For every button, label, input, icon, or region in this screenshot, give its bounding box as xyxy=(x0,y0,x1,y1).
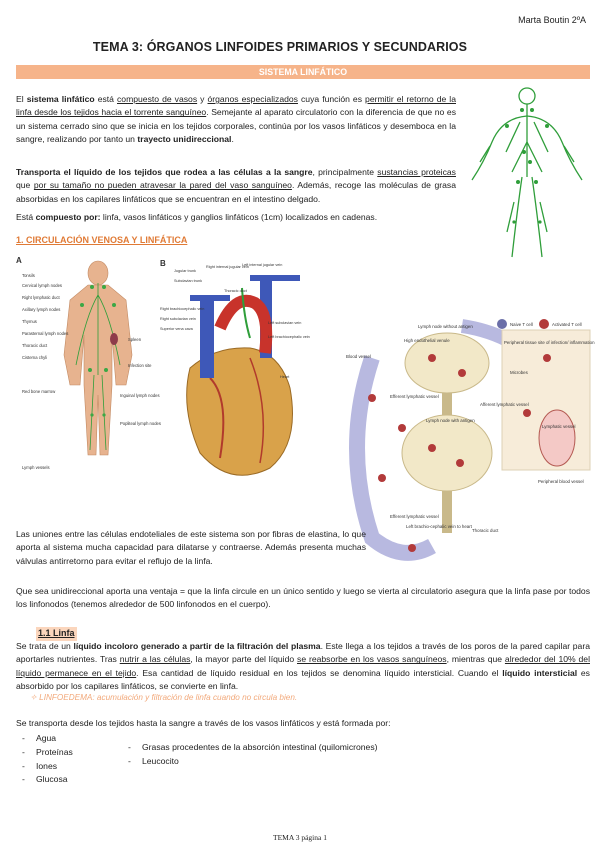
linfa-run: líquido incoloro generado a partir de la filtración del plasma xyxy=(73,641,321,651)
label-infection-site: Infection site xyxy=(128,363,152,368)
label-thoracic-duct-b: Thoracic duct xyxy=(224,289,247,293)
page-title: TEMA 3: ÓRGANOS LINFOIDES PRIMARIOS Y SECUNDARIOS xyxy=(92,40,468,54)
list-item: - Glucosa xyxy=(22,773,73,787)
intro-p2-run: Transporta el líquido de los tejidos que rodea a las células a la sangre xyxy=(16,167,313,177)
section-heading-1-1: 1.1 Linfa xyxy=(36,627,77,641)
intro-p1-run: órganos especializados xyxy=(207,94,298,104)
intro-p1-run: y xyxy=(197,94,208,104)
linfa-run: Se trata de un xyxy=(16,641,74,651)
fig-letter-b: B xyxy=(160,259,166,268)
label-efferent-1: Efferent lymphatic vessel xyxy=(390,394,439,399)
label-spleen: Spleen xyxy=(128,337,142,342)
intro-p1-run: permitir el retorno de la linfa desde los tejidos hacia el torrente sanguíneo xyxy=(16,94,456,118)
intro-p3-run: compuesto por: xyxy=(35,212,101,222)
composition-list-1 xyxy=(22,732,73,787)
label-inguinal: Inguinal lymph nodes xyxy=(120,393,160,398)
author-name: Marta Boutin 2ºA xyxy=(518,15,586,25)
note-text: LINFOEDEMA: acumulación y filtración de linfa cuando no circula bien. xyxy=(39,693,298,702)
page-footer: TEMA 3 página 1 xyxy=(273,833,327,842)
linfa-run: se reabsorbe en los vasos sanguíneos xyxy=(297,654,447,665)
intro-paragraph-1 xyxy=(16,93,456,146)
intro-paragraph-3 xyxy=(16,211,456,224)
label-left-jugular: Left internal jugular vein xyxy=(242,263,283,267)
label-node-with-antigen: Lymph node with antigen xyxy=(426,418,475,423)
list-item: - Leucocito xyxy=(128,755,378,769)
label-thoracic-duct: Thoracic duct xyxy=(22,343,48,348)
intro-p1-run: compuesto de vasos xyxy=(117,94,198,104)
intro-p2-run: sustancias proteicas xyxy=(377,167,456,177)
linfa-run: , mientras que xyxy=(446,654,505,665)
label-parasternal: Parasternal lymph nodes xyxy=(22,331,69,336)
intro-p2-run: , principalmente xyxy=(312,167,378,177)
label-jugular-trunk: Jugular trunk xyxy=(174,269,196,273)
lymphatic-body-figure xyxy=(462,82,592,262)
label-thoracic-duct-c: Thoracic duct xyxy=(472,528,499,533)
fig-letter-a: A xyxy=(16,256,22,265)
linfa-run: alrededor del 10% del líquido permanece en el tejido xyxy=(16,654,590,678)
label-blood-vessel: Blood vessel xyxy=(346,354,371,359)
intro-p2-run: por su tamaño no pueden atravesar la pared del vaso sanguíneo xyxy=(33,180,292,191)
label-lymph-vessels: Lymph vessels xyxy=(22,465,50,470)
label-subclavian-trunk: Subclavian trunk xyxy=(174,279,203,283)
linfa-run: . Este llega a los tejidos a través de los poros de la pared capilar para aportarles nutrientes. Tras xyxy=(16,641,590,665)
label-left-brachio: Left brachiocephalic vein xyxy=(268,335,310,339)
label-lymphatic-vessel: Lymphatic vessel xyxy=(542,424,576,429)
intro-p1-run: trayecto unidireccional xyxy=(137,133,232,144)
label-axillary: Axillary lymph nodes xyxy=(22,307,61,312)
linfoedema-note xyxy=(30,692,297,705)
label-right-jugular: Right internal jugular vein xyxy=(206,265,249,269)
label-microbes: Microbes xyxy=(510,370,528,375)
paragraph-transporte: Se transporta desde los tejidos hasta la sangre a través de los vasos linfáticos y está formada por: xyxy=(16,718,391,728)
list-item: - Proteínas xyxy=(22,746,73,760)
label-hev: High endothelial venule xyxy=(404,338,450,343)
body-lymph-nodes-figure xyxy=(16,255,161,485)
composition-list-2 xyxy=(128,741,378,769)
paragraph-uniones: Las uniones entre las células endoteliales de este sistema son por fibras de elastina, lo que aporta al sistema mucha capacidad para dilatarse y contraerse. Además presenta muchas válvulas antirretorno para evitar el reflujo de la linfa. xyxy=(16,529,366,566)
label-left-subclavian: Left subclavian vein xyxy=(268,321,302,325)
intro-p1-run: . xyxy=(231,133,234,144)
label-peripheral-blood: Peripheral blood vessel xyxy=(538,479,584,484)
intro-p1-run: está xyxy=(94,94,117,104)
label-efferent-2: Efferent lymphatic vessel xyxy=(390,514,439,519)
label-cisterna: Cisterna chyli xyxy=(22,355,48,360)
paragraph-linfa xyxy=(16,640,590,693)
label-right-duct: Right lymphatic duct xyxy=(22,295,60,300)
section-bar: SISTEMA LINFÁTICO xyxy=(16,65,590,79)
label-right-brachio: Right brachiocephalic vein xyxy=(160,307,205,311)
intro-p3-run: Está xyxy=(16,212,36,222)
intro-p2-run: . Además, recoge las moléculas de grasa absorbidas en los capilares linfáticos que se encuentran en el intestino delgado. xyxy=(16,180,457,204)
paragraph-unidireccional: Que sea unidireccional aporta una ventaja = que la linfa circule en un único sentido y luego se vierta al circulatorio asegura que la linfa pase por todos los linfonodos (tenemos alrededor de 500 linfonodos en el cuerpo). xyxy=(16,586,590,610)
linfa-run: . Esa cantidad de líquido residual en los tejidos se denomina líquido intersticial. Cuando el xyxy=(136,667,503,678)
label-tonsils: Tonsils xyxy=(22,273,35,278)
linfa-run: , la mayor parte del líquido xyxy=(190,654,298,665)
intro-p2-run: que xyxy=(16,180,34,191)
intro-paragraph-2 xyxy=(16,166,456,206)
label-right-subclavian: Right subclavian vein xyxy=(160,317,196,321)
heart-ducts-figure xyxy=(160,258,320,493)
intro-p1-run: sistema linfático xyxy=(26,94,95,104)
linfa-run: líquido intersticial xyxy=(502,667,578,678)
label-thymus: Thymus xyxy=(22,319,37,324)
label-afferent: Afferent lymphatic vessel xyxy=(480,402,529,407)
label-cervical: Cervical lymph nodes xyxy=(22,283,63,288)
section-heading-1: 1. CIRCULACIÓN VENOSA Y LINFÁTICA xyxy=(16,235,188,245)
linfa-run: es absorbido por los capilares linfáticos, se convierte en linfa. xyxy=(16,667,590,691)
label-heart: Heart xyxy=(280,375,290,379)
lymph-node-circulation-figure xyxy=(342,318,595,568)
linfa-run: nutrir a las células xyxy=(119,654,191,665)
label-naive-t: Naive T cell xyxy=(510,322,533,327)
label-activated-t: Activated T cell xyxy=(552,322,582,327)
list-item: - Agua xyxy=(22,732,73,746)
spleen-shape xyxy=(110,333,118,345)
intro-p1-run: El xyxy=(16,94,27,104)
label-peripheral-site: Peripheral tissue site of infection/ inflammation xyxy=(504,340,595,345)
label-left-brachio-vein: Left brachio-cephalic vein to heart xyxy=(406,524,472,529)
list-item: - Iones xyxy=(22,760,73,774)
intro-p1-run: cuya función es xyxy=(297,94,366,104)
label-red-marrow: Red bone marrow xyxy=(22,389,56,394)
label-node-without-antigen: Lymph node without antigen xyxy=(418,324,473,329)
label-svc: Superior vena cava xyxy=(160,327,193,331)
label-popliteal: Popliteal lymph nodes xyxy=(120,421,161,426)
note-bullet-icon: ✧ xyxy=(30,693,40,702)
intro-p3-run: linfa, vasos linfáticos y ganglios linfáticos (1cm) localizados en cadenas. xyxy=(100,212,378,222)
intro-p1-run: . Semejante al aparato circulatorio con la diferencia de que no es un sistema cerrado sino que se inicia en los tejidos corporales, continúa por los vasos linfáticos y desemboca en la sangre, realizando por tanto un xyxy=(16,107,456,144)
list-item: - Grasas procedentes de la absorción intestinal (quilomicrones) xyxy=(128,741,378,755)
